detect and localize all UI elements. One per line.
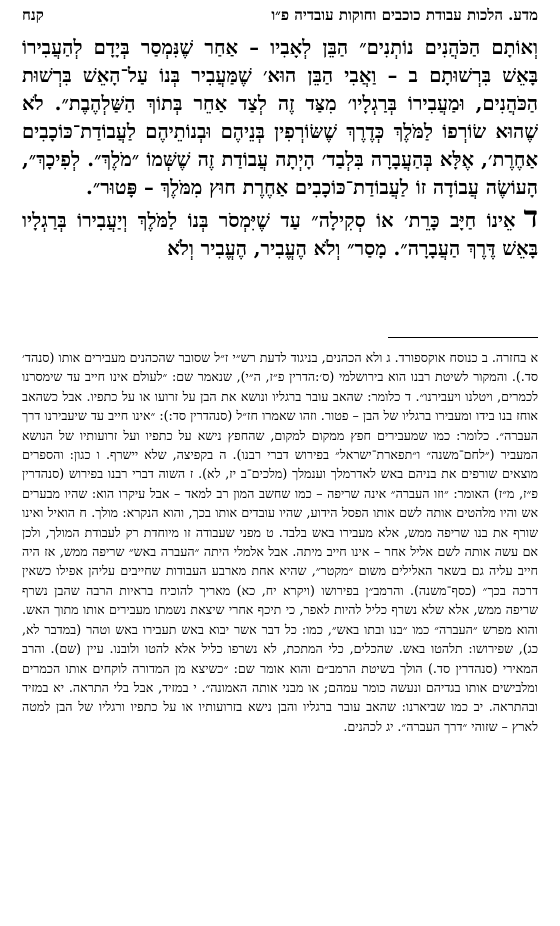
page-header <box>22 6 538 28</box>
footnote-divider <box>388 337 538 338</box>
footnotes <box>22 348 538 736</box>
main-paragraph-2-text: אֵינוֹ חַיָּב כָּרֵת׳ אוֹ סְקִילָה״ עַד שֶׁיִּמְסֹר בְּנוֹ לַמֹּלֶךְ וְיַעֲבִירוֹ בְּרַגְלָיו בָּאֵשׁ דֶּרֶךְ הַעֲבָרָה״. מָסַר״ וְלֹא הֶעֱבִיר, הֶעֱבִיר וְלֹא <box>22 209 538 260</box>
page-number: קנח <box>22 6 44 24</box>
main-text <box>22 34 538 263</box>
halacha-letter: ד <box>523 200 538 235</box>
main-paragraph-2 <box>22 200 538 263</box>
footnotes-text: א בחזרה. ב כנוסח אוקספורד. ג ולא הכהנים, בניגוד לדעת רש״י ז״ל שסובר שהכהנים מעבירים אותו (סנהד׳ סד.). והמקור לשיטת רבנו הוא בירושלמי (ס׳:הדרין פ״ז, ה״י), שנאמר שם: ״לעולם אינו חייב עד שימסרנו לכמרים, ויטלנו ויעבירנו״. ד כלומר: שהאב עובר ברגליו ונושא את הבן על זרועו או על כתפיו. אבל כשהאב אוחז בנו בידו ומעבירו ברגליו של הבן – פטור. וזהו שאמרו חז״ל (סנהדרין סד:): ״אינו חייב עד שיעבירנו דרך העברה״. כלומר: כמו שמעבירים חפץ ממקום למקום, שהחפץ נישא על כתפיו ועל זרועותיו של הנושא המעביר (״לחם־משנה״ ו״תפארת־ישראל״ בפירוש דברי רבנו). ה בקפיצה, שלא יישרף. ו כגון: והספרים מוצאים שורפים את בניהם באש לאדרמלך וענמלך (מלכים־ב יז, לא). ז השוה דברי רבנו בפירוש (סנהדרין פ״ז, מ״ז) האומר: ״וזו העברה״ אינה שריפה – כמו שחשב המון רב למאד – אבל עיקרו הוא: שהיו מבערים אש והיו מלהטים אותה לשם אותו הפסל הידוע, שהיו עובדים אותו בכך, והוא הנקרא: מולך. ח הואיל ואינו שורף את בנו שריפה ממש, אלא מעבירו באש בלבד. ט מפני שעבודה זו מיוחדת רק לעבודת המולך, ולכן אם עשה אותה לשם אליל אחר – אינו חייב מיתה. אבל אלמלי היתה ״העברה באש״ שריפה ממש, אז היה חייב עליה גם בשאר האלילים משום ״מקטר״, שהיא אחת מארבע העבודות שחייבים עליהן אפילו כשאין דרכה בכך״ (כסף־משנה). והרמב״ן בפירושו (ויקרא יח, כא) מאריך להוכיח בראיות הרבה שהבן נשרף שריפה ממש, אלא שלא נשרף כליל להיות לאפר, כי תיכף אחרי שיצאת נשמתו מעבירים אותו מתוך האש. והוא מפרש ״העברה״ כמו ״בנו ובתו באש״, כמו: כל דבר אשר יבוא באש תעבירו באש וטהר (במדבר לא, כג), שפירושו: תלהטו באש. שהכלים, כלי המתכת, לא נשרפו כליל אלא להטו ולובנו. עיין (שם). והרב המאירי (סנהדרין סד.) הולך בשיטת הרמב״ם והוא אומר שם: ״כשיצא מן המדורה לוקחים אותו הכמרים ומלבישים אותו בגדיהם ונעשה כומר עמהם; או מבני אותה האמונה״. י במזיד, אבל בלי התראה. יא במזיד ובהתראה. יב כמו שביארנו: שהאב עובר ברגליו והבן נישא בזרועותיו או על כתפיו ורגליו של הבן למטה לארץ – שזוהי ״דרך העברה״. יג לכהנים. <box>22 350 538 734</box>
main-paragraph-1: וְאוֹתָם הַכֹּהֲנִים נוֹתְנִים״ הַבֵּן לְאָבִיו – אַחַר שֶׁנִּמְסַר בְּיָדָם לְהַעֲבִירוֹ בָּאֵשׁ בִּרְשׁוּתָם ב – וַאֲבִי הַבֵּן הוּא׳ שֶׁמַּעֲבִיר בְּנוֹ עַל־הָאֵשׁ בִּרְשׁוּת הַכֹּהֲנִים, וּמַעֲבִירוֹ בְּרַגְלָיו׳ מִצַּד זֶה לְצַד אַחֵר בְּתוֹךְ הַשַּׁלְהֶבֶת״. לֹא שֶׁהוּא שׂוֹרְפוֹ לַמֹּלֶךְ כְּדֶרֶךְ שֶׁשּׂוֹרְפִין בְּנֵיהֶם וּבְנוֹתֵיהֶם לַעֲבוֹדַת־כּוֹכָבִים אַחֶרֶת׳, אֶלָּא בְּהַעֲבָרָה בִּלְבַד׳ הָיְתָה עֲבוֹדַת זֶה שֶׁשְּׁמוֹ ״מֹלֶךְ״. לְפִיכָךְ״, הָעוֹשֶׂה עֲבוֹדָה זוֹ לַעֲבוֹדַת־כּוֹכָבִים אַחֶרֶת חוּץ מִמֹּלֶךְ – פָּטוּר״. <box>22 36 538 199</box>
running-title: מדע. הלכות עבודת כוכבים וחוקות עובדיה פ״ו <box>271 6 538 24</box>
